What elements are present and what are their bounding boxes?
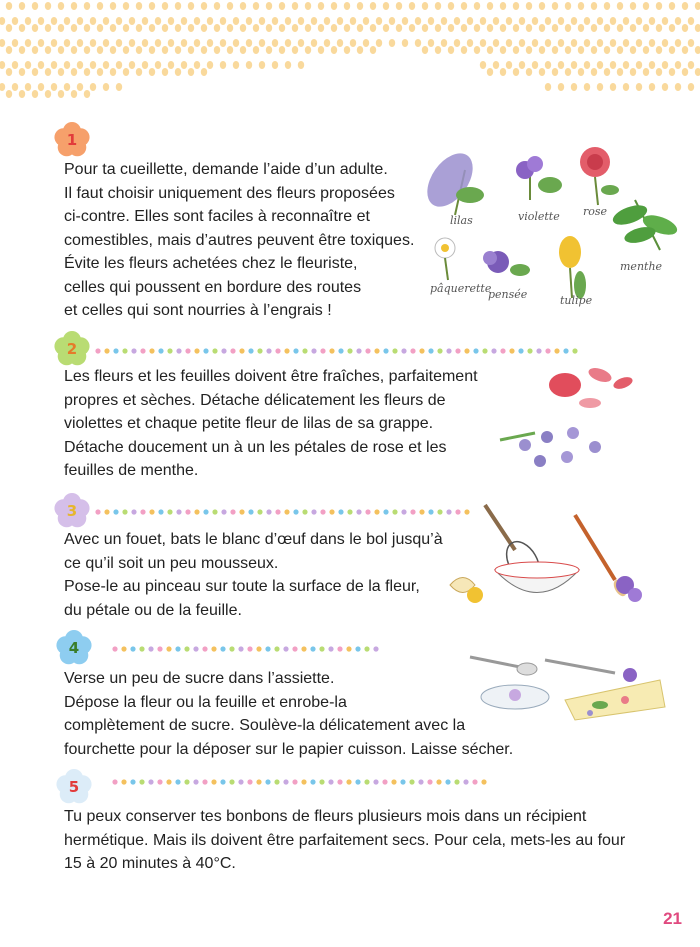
rose-icon <box>580 147 619 205</box>
baking-paper-icon <box>565 680 665 720</box>
rose-petals-icon <box>549 365 634 408</box>
egg-shell-icon <box>450 578 483 604</box>
bowl-icon <box>495 562 579 593</box>
step-5-text: Tu peux conserver tes bonbons de fleurs plusieurs mois dans un récipient hermétique. Mais ils doivent être parfaitement secs. Pour cela, mets-les au four 15 à 20 minutes à 40°C. <box>64 808 626 872</box>
whisk-bowl-illustration <box>445 500 655 610</box>
violet-flower-icon <box>616 576 642 602</box>
lilac-flowers-icon <box>500 427 601 467</box>
step-5-number: 5 <box>68 778 80 796</box>
label-menthe: menthe <box>620 260 663 273</box>
label-rose: rose <box>583 205 608 218</box>
label-lilas: lilas <box>450 214 473 227</box>
step-1-badge <box>53 121 91 159</box>
edible-flowers-illustration <box>420 140 682 310</box>
pansy-icon <box>483 251 530 276</box>
plate-icon <box>481 685 549 709</box>
dotted-divider <box>0 345 700 357</box>
label-tulipe: tulipe <box>560 294 593 307</box>
daisy-icon <box>435 238 455 280</box>
petals-illustration <box>495 365 645 475</box>
spoon-icon <box>470 657 537 675</box>
tulip-icon <box>559 236 586 299</box>
step-1-text: Pour ta cueillette, demande l’aide d’un adulte. Il faut choisir uniquement des fleurs proposées ci-contre. Elles sont faciles à reconnaître et comestibles, mais d’autres peuvent être toxiques. Évite les fleurs achetées chez le fleuriste, celles qui poussent en bordure des routes et celles qui sont nourries à l’engrais ! <box>64 161 415 319</box>
step-4-text: Verse un peu de sucre dans l’assiette. Dépose la fleur ou la feuille et enrobe-la complètement de sucre. Soulève-la délicatement avec la fourchette pour la déposer sur le papier cuisson. Laisse sécher. <box>64 670 514 758</box>
fork-icon <box>545 660 637 682</box>
step-1-number: 1 <box>66 131 78 149</box>
step-3-text: Avec un fouet, bats le blanc d’œuf dans le bol jusqu’à ce qu’il soit un peu mousseux. Pose-le au pinceau sur toute la surface de la fleur, du pétale ou de la feuille. <box>64 531 443 619</box>
label-pensee: pensée <box>488 288 528 301</box>
dotted-divider <box>0 776 700 788</box>
label-paquerette: pâquerette <box>430 282 492 295</box>
violet-icon <box>516 156 562 200</box>
step-2-number: 2 <box>66 340 78 358</box>
label-violette: violette <box>518 210 560 223</box>
lilac-icon <box>420 145 484 215</box>
step-3-number: 3 <box>66 502 78 520</box>
step-4-number: 4 <box>68 639 80 657</box>
page-number: 21 <box>663 909 682 928</box>
mint-icon <box>610 200 679 250</box>
dotted-header-pattern <box>0 0 700 125</box>
step-2-text: Les fleurs et les feuilles doivent être fraîches, parfaitement propres et sèches. Détache délicatement les fleurs de violettes et chaque petite fleur de lilas de sa grappe. Détache doucement un à un les pétales de rose et les feuilles de menthe. <box>64 368 478 479</box>
sugar-plate-illustration <box>465 645 670 725</box>
